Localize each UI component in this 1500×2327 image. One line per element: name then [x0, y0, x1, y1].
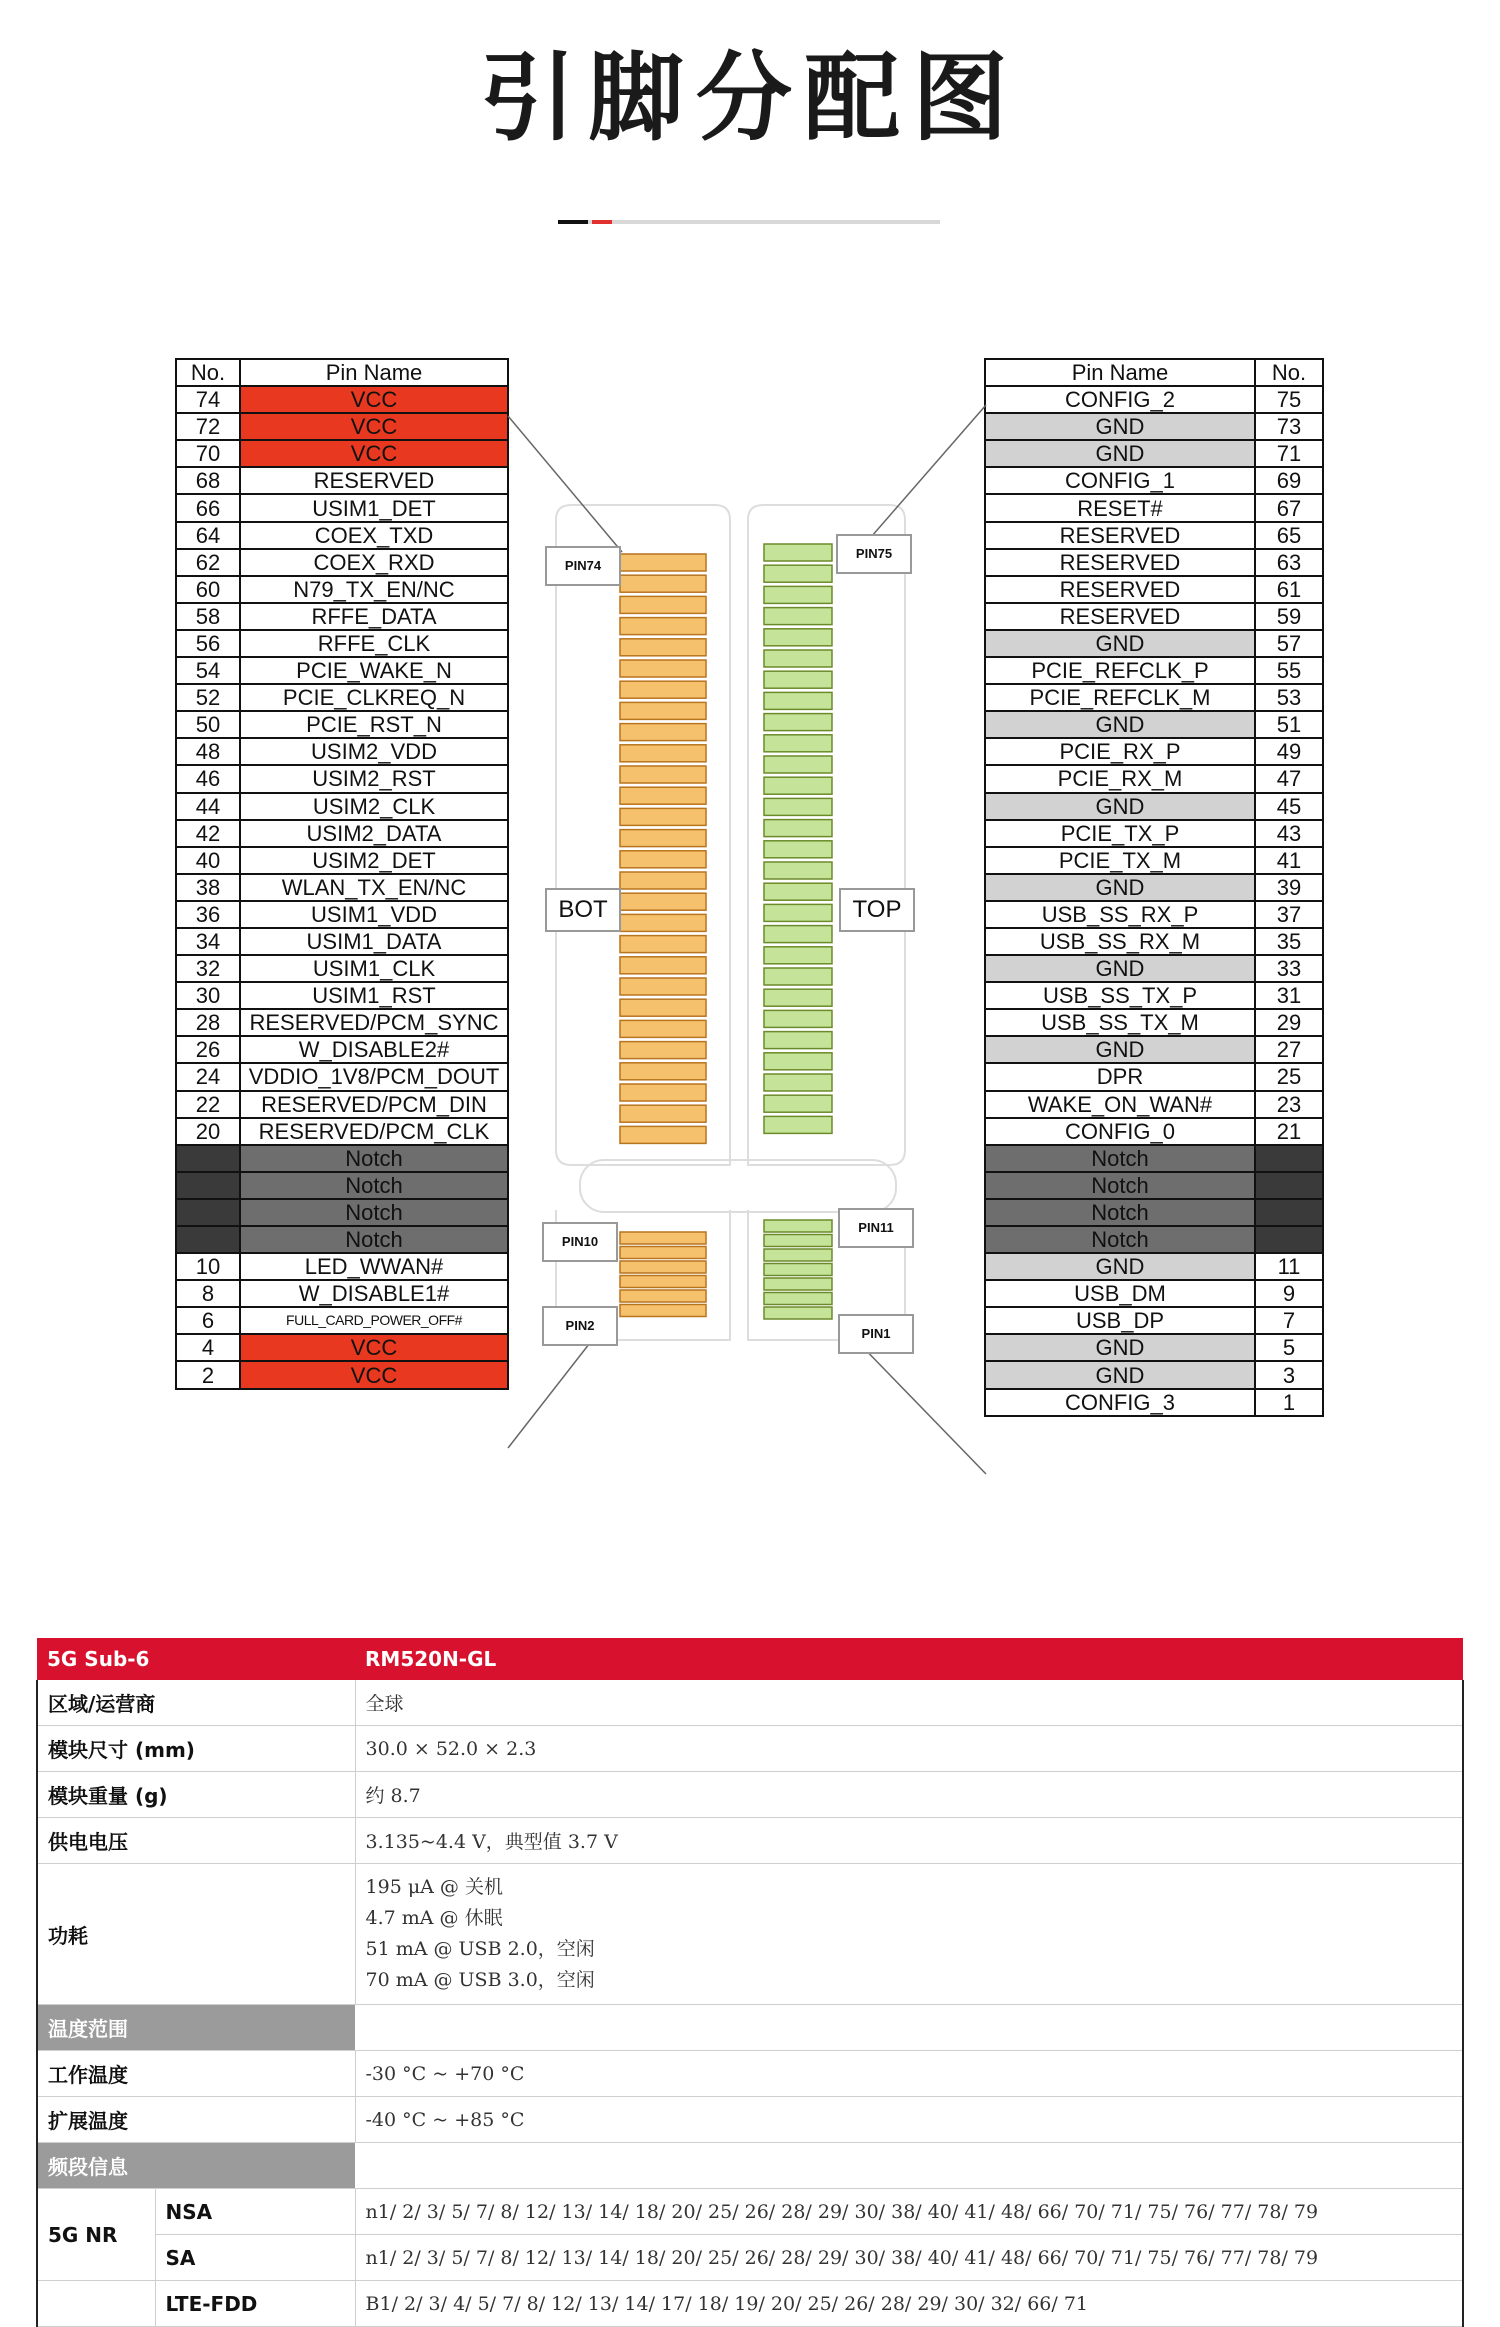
spec-section-bands — [37, 2143, 1463, 2189]
left-pin-name: WLAN_TX_EN/NC — [240, 874, 508, 901]
right-pin-no: 57 — [1255, 630, 1323, 657]
left-pin-name: COEX_RXD — [240, 549, 508, 576]
right-pin-name: USB_SS_RX_M — [985, 928, 1255, 955]
gold-finger-bot — [620, 575, 706, 592]
right-pin-no: 5 — [1255, 1334, 1323, 1361]
right-pin-name: RESET# — [985, 494, 1255, 521]
right-pin-no: 27 — [1255, 1036, 1323, 1063]
gold-finger-bot — [620, 1063, 706, 1080]
right-pin-no: 1 — [1255, 1389, 1323, 1416]
gold-finger-top — [764, 1010, 832, 1027]
left-pin-name: USIM1_CLK — [240, 955, 508, 982]
label-top: TOP — [839, 888, 915, 932]
left-pin-no: 64 — [176, 522, 240, 549]
notch-outline — [580, 1160, 896, 1212]
right-pin-name: PCIE_REFCLK_P — [985, 657, 1255, 684]
region-value: 全球 — [355, 1680, 1463, 1726]
right-pin-name: GND — [985, 955, 1255, 982]
gold-finger-bot — [620, 893, 706, 910]
right-pin-name: GND — [985, 1361, 1255, 1388]
right-pin-name: CONFIG_2 — [985, 386, 1255, 413]
right-pin-no: 31 — [1255, 982, 1323, 1009]
ext-temp-label: 扩展温度 — [37, 2097, 355, 2143]
leader-line-1 — [856, 1340, 986, 1474]
gold-finger-bot — [620, 808, 706, 825]
left-pin-name: USIM1_DATA — [240, 928, 508, 955]
gold-finger-bot — [620, 681, 706, 698]
left-pin-no: 10 — [176, 1253, 240, 1280]
left-pin-name: FULL_CARD_POWER_OFF# — [240, 1307, 508, 1334]
gold-finger-bot — [620, 936, 706, 953]
power-value-off: 195 μA @ 关机 — [365, 1876, 503, 1898]
left-pin-no: 48 — [176, 738, 240, 765]
left-header-no: No. — [176, 359, 240, 386]
right-pin-no: 35 — [1255, 928, 1323, 955]
left-pin-no: 32 — [176, 955, 240, 982]
nr-label: 5G NR — [37, 2189, 155, 2281]
left-pin-name: PCIE_CLKREQ_N — [240, 684, 508, 711]
left-pin-no: 30 — [176, 982, 240, 1009]
gold-finger-top — [764, 841, 832, 858]
left-pin-name: RESERVED/PCM_DIN — [240, 1091, 508, 1118]
right-pin-name: Notch — [985, 1145, 1255, 1172]
right-pin-no: 75 — [1255, 386, 1323, 413]
left-pin-no: 42 — [176, 820, 240, 847]
gold-finger-top-lower — [764, 1264, 832, 1276]
spec-row-ltefdd — [37, 2281, 1463, 2327]
left-pin-name: RFFE_CLK — [240, 630, 508, 657]
left-pin-name: USIM2_DET — [240, 847, 508, 874]
gold-finger-top — [764, 608, 832, 625]
right-pin-no: 11 — [1255, 1253, 1323, 1280]
right-pin-no: 53 — [1255, 684, 1323, 711]
gold-finger-bot — [620, 724, 706, 741]
left-pin-name: RFFE_DATA — [240, 603, 508, 630]
right-pin-name: PCIE_REFCLK_M — [985, 684, 1255, 711]
left-pin-name: USIM2_CLK — [240, 793, 508, 820]
right-pin-name: USB_SS_TX_P — [985, 982, 1255, 1009]
right-pin-no: 65 — [1255, 522, 1323, 549]
left-pin-no: 28 — [176, 1009, 240, 1036]
right-pin-no: 69 — [1255, 467, 1323, 494]
right-pin-no: 51 — [1255, 711, 1323, 738]
right-header-name: Pin Name — [985, 359, 1255, 386]
right-pin-name: PCIE_RX_M — [985, 765, 1255, 792]
right-pin-name: GND — [985, 711, 1255, 738]
left-pin-no: 20 — [176, 1118, 240, 1145]
gold-finger-bot-lower — [620, 1232, 706, 1244]
right-pin-name: GND — [985, 793, 1255, 820]
gold-finger-top — [764, 777, 832, 794]
right-pin-no: 59 — [1255, 603, 1323, 630]
gold-finger-bot — [620, 702, 706, 719]
left-pin-no: 60 — [176, 576, 240, 603]
sa-value: n1/ 2/ 3/ 5/ 7/ 8/ 12/ 13/ 14/ 18/ 20/ 25/ 26/ 28/ 29/ 30/ 38/ 40/ 41/ 48/ 66/ 70/ 71/ 75/ 76/ 77/ 78/ 79 — [355, 2235, 1463, 2281]
spec-row-ext-temp — [37, 2097, 1463, 2143]
top-gold-fingers — [764, 544, 832, 1319]
left-pin-name: PCIE_WAKE_N — [240, 657, 508, 684]
left-pin-name: COEX_TXD — [240, 522, 508, 549]
left-pin-name: LED_WWAN# — [240, 1253, 508, 1280]
gold-finger-top — [764, 629, 832, 646]
left-pin-no: 24 — [176, 1063, 240, 1090]
gold-finger-top — [764, 989, 832, 1006]
gold-finger-bot — [620, 618, 706, 635]
right-pin-name: RESERVED — [985, 576, 1255, 603]
temp-section-label: 温度范围 — [37, 2005, 355, 2051]
gold-finger-top-lower — [764, 1249, 832, 1261]
left-pin-no: 34 — [176, 928, 240, 955]
left-pin-name: VCC — [240, 413, 508, 440]
left-pin-no: 22 — [176, 1091, 240, 1118]
spec-row-voltage — [37, 1818, 1463, 1864]
left-pin-name: W_DISABLE2# — [240, 1036, 508, 1063]
gold-finger-top — [764, 714, 832, 731]
right-header-no: No. — [1255, 359, 1323, 386]
gold-finger-bot — [620, 787, 706, 804]
leader-line-75 — [858, 405, 986, 552]
left-pin-no: 4 — [176, 1334, 240, 1361]
power-values — [355, 1864, 1463, 2005]
gold-finger-bot — [620, 957, 706, 974]
right-pin-name: RESERVED — [985, 549, 1255, 576]
right-pin-name: GND — [985, 413, 1255, 440]
gold-finger-top-lower — [764, 1293, 832, 1305]
gold-finger-top — [764, 883, 832, 900]
right-pin-no: 49 — [1255, 738, 1323, 765]
op-temp-value: -30 °C ~ +70 °C — [355, 2051, 1463, 2097]
gold-finger-top-lower — [764, 1278, 832, 1290]
right-pin-no: 41 — [1255, 847, 1323, 874]
bot-gold-fingers — [620, 554, 706, 1317]
spec-row-op-temp — [37, 2051, 1463, 2097]
left-pin-no: 54 — [176, 657, 240, 684]
left-pin-no: 26 — [176, 1036, 240, 1063]
right-pin-no: 71 — [1255, 440, 1323, 467]
nsa-value: n1/ 2/ 3/ 5/ 7/ 8/ 12/ 13/ 14/ 18/ 20/ 25/ 26/ 28/ 29/ 30/ 38/ 40/ 41/ 48/ 66/ 70/ 71/ 75/ 76/ 77/ 78/ 79 — [355, 2189, 1463, 2235]
voltage-value: 3.135~4.4 V，典型值 3.7 V — [355, 1818, 1463, 1864]
gold-finger-bot — [620, 596, 706, 613]
right-pin-no: 7 — [1255, 1307, 1323, 1334]
right-pin-name: RESERVED — [985, 603, 1255, 630]
right-pin-name: CONFIG_0 — [985, 1118, 1255, 1145]
left-pin-name: W_DISABLE1# — [240, 1280, 508, 1307]
gold-finger-bot — [620, 660, 706, 677]
spec-header-row — [37, 1638, 1463, 1680]
right-pin-name: GND — [985, 1253, 1255, 1280]
power-label: 功耗 — [37, 1864, 355, 2005]
label-pin75: PIN75 — [836, 534, 912, 574]
left-pin-no: 46 — [176, 765, 240, 792]
left-pin-no: 44 — [176, 793, 240, 820]
gold-finger-bot — [620, 1084, 706, 1101]
power-value-sleep: 4.7 mA @ 休眠 — [365, 1907, 503, 1929]
sa-label: SA — [155, 2235, 355, 2281]
weight-value: 约 8.7 — [355, 1772, 1463, 1818]
right-pin-no: 25 — [1255, 1063, 1323, 1090]
left-pin-name: VCC — [240, 386, 508, 413]
spec-row-nsa — [37, 2189, 1463, 2235]
gold-finger-bot — [620, 978, 706, 995]
left-pin-no: 38 — [176, 874, 240, 901]
spec-row-power — [37, 1864, 1463, 2005]
left-pin-no: 62 — [176, 549, 240, 576]
right-pin-no: 3 — [1255, 1361, 1323, 1388]
right-pin-no: 55 — [1255, 657, 1323, 684]
gold-finger-top — [764, 1032, 832, 1049]
gold-finger-bot-lower — [620, 1290, 706, 1302]
right-pin-name: Notch — [985, 1226, 1255, 1253]
label-pin10: PIN10 — [542, 1222, 618, 1262]
gold-finger-bot — [620, 914, 706, 931]
left-pin-no: 58 — [176, 603, 240, 630]
power-value-usb3: 70 mA @ USB 3.0，空闲 — [365, 1969, 595, 1991]
spec-section-temperature — [37, 2005, 1463, 2051]
band-section-label: 频段信息 — [37, 2143, 355, 2189]
left-pin-name: USIM2_VDD — [240, 738, 508, 765]
gold-finger-top — [764, 926, 832, 943]
gold-finger-top — [764, 1116, 832, 1133]
gold-finger-top — [764, 565, 832, 582]
ltefdd-value: B1/ 2/ 3/ 4/ 5/ 7/ 8/ 12/ 13/ 14/ 17/ 18/ 19/ 20/ 25/ 26/ 28/ 29/ 30/ 32/ 66/ 71 — [355, 2281, 1463, 2327]
size-value: 30.0 × 52.0 × 2.3 — [355, 1726, 1463, 1772]
right-pin-name: WAKE_ON_WAN# — [985, 1091, 1255, 1118]
gold-finger-bot — [620, 745, 706, 762]
gold-finger-bot-lower — [620, 1305, 706, 1317]
right-pin-name: PCIE_TX_M — [985, 847, 1255, 874]
right-pin-name: USB_DM — [985, 1280, 1255, 1307]
left-pin-no: 2 — [176, 1361, 240, 1388]
left-pin-name: PCIE_RST_N — [240, 711, 508, 738]
power-value-usb2: 51 mA @ USB 2.0，空闲 — [365, 1938, 595, 1960]
gold-finger-bot — [620, 554, 706, 571]
gold-finger-bot — [620, 1042, 706, 1059]
gold-finger-top-lower — [764, 1235, 832, 1247]
left-pin-name: Notch — [240, 1172, 508, 1199]
label-bot: BOT — [545, 888, 621, 932]
right-pin-name: USB_SS_RX_P — [985, 901, 1255, 928]
gold-finger-top-lower — [764, 1307, 832, 1319]
gold-finger-bot-lower — [620, 1247, 706, 1259]
right-pin-no: 45 — [1255, 793, 1323, 820]
gold-finger-top-lower — [764, 1220, 832, 1232]
right-pin-no: 47 — [1255, 765, 1323, 792]
right-pin-name: DPR — [985, 1063, 1255, 1090]
spec-table — [36, 1638, 1464, 2327]
left-pin-no: 6 — [176, 1307, 240, 1334]
right-pin-no: 63 — [1255, 549, 1323, 576]
gold-finger-bot — [620, 1105, 706, 1122]
right-pin-no: 9 — [1255, 1280, 1323, 1307]
left-pin-name: N79_TX_EN/NC — [240, 576, 508, 603]
right-pin-name: USB_SS_TX_M — [985, 1009, 1255, 1036]
left-pin-name: RESERVED/PCM_CLK — [240, 1118, 508, 1145]
spec-header-left: 5G Sub-6 — [37, 1638, 355, 1680]
right-pin-name: Notch — [985, 1199, 1255, 1226]
left-pin-no: 52 — [176, 684, 240, 711]
gold-finger-top — [764, 798, 832, 815]
left-pin-no: 56 — [176, 630, 240, 657]
gold-finger-top — [764, 1053, 832, 1070]
gold-finger-top — [764, 1074, 832, 1091]
left-pin-name: VDDIO_1V8/PCM_DOUT — [240, 1063, 508, 1090]
right-pin-no: 61 — [1255, 576, 1323, 603]
left-pin-name: Notch — [240, 1145, 508, 1172]
gold-finger-bot-lower — [620, 1276, 706, 1288]
gold-finger-top — [764, 904, 832, 921]
left-pin-name: USIM1_RST — [240, 982, 508, 1009]
left-pin-no: 8 — [176, 1280, 240, 1307]
gold-finger-bot — [620, 872, 706, 889]
right-pin-name: GND — [985, 874, 1255, 901]
left-header-name: Pin Name — [240, 359, 508, 386]
left-pin-name: RESERVED — [240, 467, 508, 494]
ltefdd-label: LTE-FDD — [155, 2281, 355, 2327]
right-pin-name: GND — [985, 440, 1255, 467]
left-pin-no: 70 — [176, 440, 240, 467]
gold-finger-bot — [620, 639, 706, 656]
gold-finger-top — [764, 692, 832, 709]
right-pin-name: CONFIG_3 — [985, 1389, 1255, 1416]
right-pin-no: 23 — [1255, 1091, 1323, 1118]
label-pin11: PIN11 — [838, 1208, 914, 1248]
right-pin-name: PCIE_RX_P — [985, 738, 1255, 765]
gold-finger-top — [764, 650, 832, 667]
gold-finger-top — [764, 968, 832, 985]
left-pin-name: Notch — [240, 1199, 508, 1226]
spec-row-weight — [37, 1772, 1463, 1818]
gold-finger-bot — [620, 851, 706, 868]
gold-finger-bot — [620, 1126, 706, 1143]
page-title: 引脚分配图 — [480, 42, 1020, 154]
right-pin-no: 39 — [1255, 874, 1323, 901]
right-pin-no: 29 — [1255, 1009, 1323, 1036]
right-pin-no: 43 — [1255, 820, 1323, 847]
left-pin-name: VCC — [240, 440, 508, 467]
left-pin-no: 40 — [176, 847, 240, 874]
left-pin-name: RESERVED/PCM_SYNC — [240, 1009, 508, 1036]
right-pin-no: 21 — [1255, 1118, 1323, 1145]
gold-finger-top — [764, 671, 832, 688]
lte-blank — [37, 2281, 155, 2327]
temp-section-blank — [355, 2005, 1463, 2051]
spec-header-right: RM520N-GL — [355, 1638, 1463, 1680]
left-pin-no: 68 — [176, 467, 240, 494]
left-pin-no: 72 — [176, 413, 240, 440]
right-pin-name: Notch — [985, 1172, 1255, 1199]
left-pin-name: USIM2_DATA — [240, 820, 508, 847]
spec-row-sa — [37, 2235, 1463, 2281]
voltage-label: 供电电压 — [37, 1818, 355, 1864]
right-pin-no: 67 — [1255, 494, 1323, 521]
size-label: 模块尺寸 (mm) — [37, 1726, 355, 1772]
left-pin-name: VCC — [240, 1334, 508, 1361]
gold-finger-top — [764, 947, 832, 964]
gold-finger-top — [764, 1095, 832, 1112]
left-pin-name: USIM1_DET — [240, 494, 508, 521]
left-pin-name: USIM1_VDD — [240, 901, 508, 928]
right-pin-name: USB_DP — [985, 1307, 1255, 1334]
right-pin-name: GND — [985, 630, 1255, 657]
label-pin74: PIN74 — [545, 546, 621, 586]
gold-finger-top — [764, 756, 832, 773]
gold-finger-bot — [620, 830, 706, 847]
right-pin-no: 73 — [1255, 413, 1323, 440]
band-section-blank — [355, 2143, 1463, 2189]
op-temp-label: 工作温度 — [37, 2051, 355, 2097]
spec-row-region — [37, 1680, 1463, 1726]
left-pin-no: 50 — [176, 711, 240, 738]
gold-finger-bot — [620, 766, 706, 783]
left-pin-no: 74 — [176, 386, 240, 413]
right-pin-name: GND — [985, 1334, 1255, 1361]
right-pin-no: 33 — [1255, 955, 1323, 982]
left-pin-name: USIM2_RST — [240, 765, 508, 792]
gold-finger-top — [764, 586, 832, 603]
right-pin-name: PCIE_TX_P — [985, 820, 1255, 847]
left-pin-no: 36 — [176, 901, 240, 928]
left-pin-name: VCC — [240, 1361, 508, 1388]
spec-row-size — [37, 1726, 1463, 1772]
label-pin1: PIN1 — [838, 1314, 914, 1354]
nsa-label: NSA — [155, 2189, 355, 2235]
right-pin-name: RESERVED — [985, 522, 1255, 549]
right-pin-name: CONFIG_1 — [985, 467, 1255, 494]
weight-label: 模块重量 (g) — [37, 1772, 355, 1818]
gold-finger-bot — [620, 999, 706, 1016]
gold-finger-top — [764, 820, 832, 837]
leader-line-74 — [508, 416, 622, 552]
gold-finger-top — [764, 735, 832, 752]
region-label: 区域/运营商 — [37, 1680, 355, 1726]
right-pin-name: GND — [985, 1036, 1255, 1063]
gold-finger-top — [764, 544, 832, 561]
leader-line-2 — [508, 1330, 600, 1448]
left-pin-no: 66 — [176, 494, 240, 521]
left-pin-name: Notch — [240, 1226, 508, 1253]
gold-finger-bot — [620, 1020, 706, 1037]
gold-finger-top — [764, 862, 832, 879]
right-pin-no: 37 — [1255, 901, 1323, 928]
ext-temp-value: -40 °C ~ +85 °C — [355, 2097, 1463, 2143]
gold-finger-bot-lower — [620, 1261, 706, 1273]
label-pin2: PIN2 — [542, 1306, 618, 1346]
